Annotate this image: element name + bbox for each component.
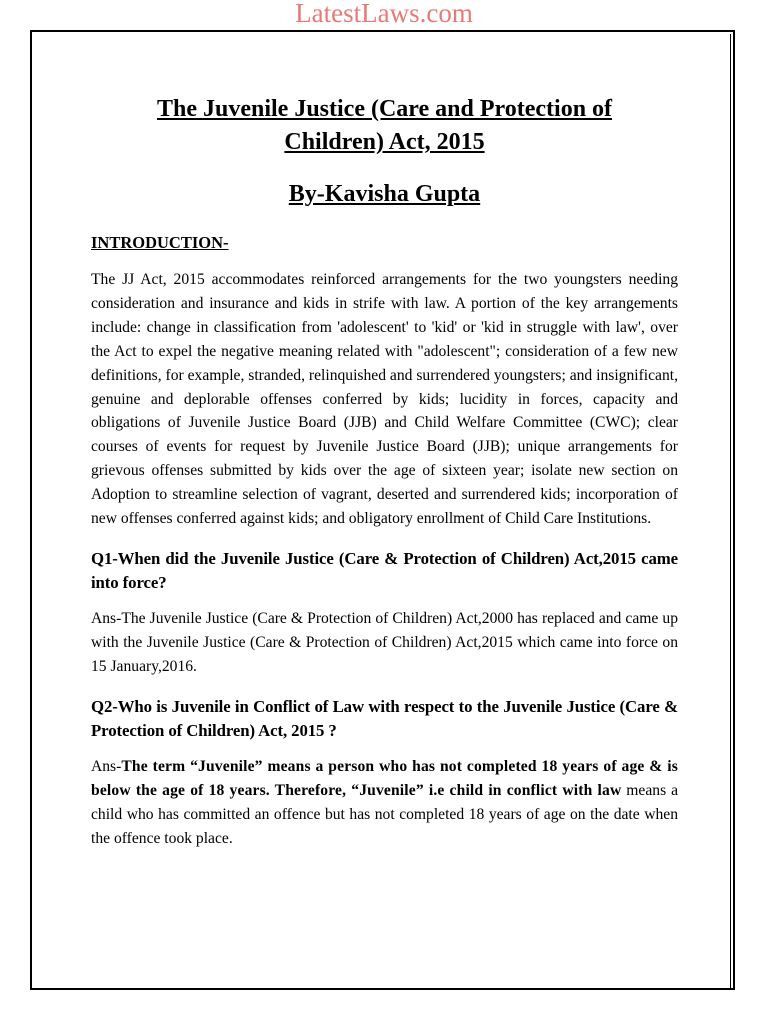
- intro-paragraph: The JJ Act, 2015 accommodates reinforced arrangements for the two youngsters needing consideration and insurance and kids in strife with law. A portion of the key arrangements include: change in classification from 'adolescent' to 'kid' or 'kid in struggle with law', over the Act to expel the negative meaning related with "adolescent"; consideration of a few new definitions, for example, stranded, relinquished and surrendered youngsters; and insignificant, genuine and deplorable offenses conferred by kids; lucidity in forces, capacity and obligations of Juvenile Justice Board (JJB) and Child Welfare Committee (CWC); clear courses of events for request by Juvenile Justice Board (JJB); unique arrangements for grievous offenses submitted by kids over the age of sixteen year; isolate new section on Adoption to streamline selection of vagrant, deserted and surrendered kids; incorporation of new offenses conferred against kids; and obligatory enrollment of Child Care Institutions.: [91, 271, 678, 528]
- answer-2-prefix: Ans-: [91, 757, 122, 775]
- answer-1: Ans-The Juvenile Justice (Care & Protection of Children) Act,2000 has replaced and came up with the Juvenile Justice (Care & Protection of Children) Act,2015 which came into force on 15 January,2016.: [91, 609, 678, 675]
- question-2: Q2-Who is Juvenile in Conflict of Law with respect to the Juvenile Justice (Care & Protection of Children) Act, 2015 ?: [91, 696, 678, 740]
- intro-heading: INTRODUCTION-: [91, 233, 229, 252]
- document-title: [91, 93, 678, 159]
- document-author: By-Kavisha Gupta: [288, 181, 481, 207]
- answer-2-rest: means a child who has committed an offence but has not completed 18 years of age on the date when the offence took place.: [91, 781, 678, 847]
- question-1: Q1-When did the Juvenile Justice (Care & Protection of Children) Act,2015 came into force?: [91, 548, 678, 592]
- title-line-2: Children) Act, 2015: [284, 129, 485, 155]
- answer-2-emphasis: The term “Juvenile” means a person who has not completed 18 years of age & is below the age of 18 years. Therefore, “Juvenile” i.e child in conflict with law: [91, 757, 678, 799]
- watermark: LatestLaws.com: [295, 0, 473, 28]
- document-body: [91, 93, 678, 851]
- title-line-1: The Juvenile Justice (Care and Protection of: [156, 96, 613, 122]
- answer-2: [91, 755, 678, 851]
